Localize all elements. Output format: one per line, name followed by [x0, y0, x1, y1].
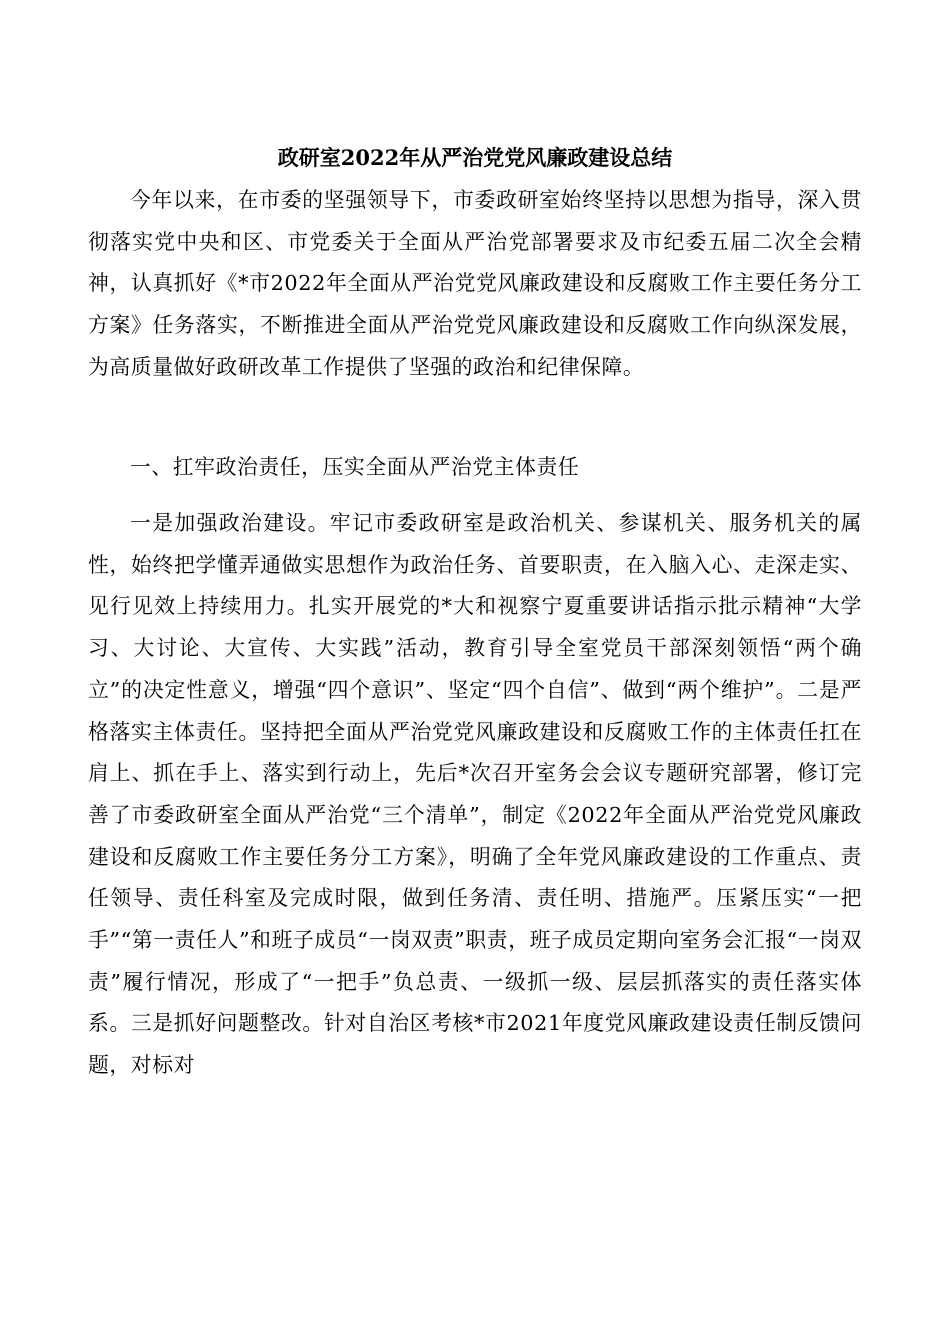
section-heading: 一、扛牢政治责任，压实全面从严治党主体责任 — [130, 455, 580, 479]
intro-paragraph: 今年以来，在市委的坚强领导下，市委政研室始终坚持以思想为指导，深入贯彻落实党中央和区、市党委关于全面从严治党部署要求及市纪委五届二次全会精神，认真抓好《*市2022年全面从严治党党风廉政建设和反腐败工作主要任务分工方案》任务落实，不断推进全面从严治党党风廉政建设和反腐败工作向纵深发展，为高质量做好政研改革工作提供了坚强的政治和纪律保障。 — [88, 188, 862, 379]
body-paragraph: 一是加强政治建设。牢记市委政研室是政治机关、参谋机关、服务机关的属性，始终把学懂弄通做实思想作为政治任务、首要职责，在入脑入心、走深走实、见行见效上持续用力。扎实开展党的*大和视察宁夏重要讲话指示批示精神“大学习、大讨论、大宣传、大实践”活动，教育引导全室党员干部深刻领悟“两个确立”的决定性意义，增强“四个意识”、坚定“四个自信”、做到“两个维护”。二是严格落实主体责任。坚持把全面从严治党党风廉政建设和反腐败工作的主体责任扛在肩上、抓在手上、落实到行动上，先后*次召开室务会会议专题研究部署，修订完善了市委政研室全面从严治党“三个清单”，制定《2022年全面从严治党党风廉政建设和反腐败工作主要任务分工方案》，明确了全年党风廉政建设的工作重点、责任领导、责任科室及完成时限，做到任务清、责任明、措施严。压紧压实“一把手”“第一责任人”和班子成员“一岗双责”职责，班子成员定期向室务会汇报“一岗双责”履行情况，形成了“一把手”负总责、一级抓一级、层层抓落实的责任落实体系。三是抓好问题整改。针对自治区考核*市2021年度党风廉政建设责任制反馈问题，对标对 — [88, 511, 862, 1078]
document-title: 政研室2022年从严治党党风廉政建设总结 — [277, 145, 673, 170]
